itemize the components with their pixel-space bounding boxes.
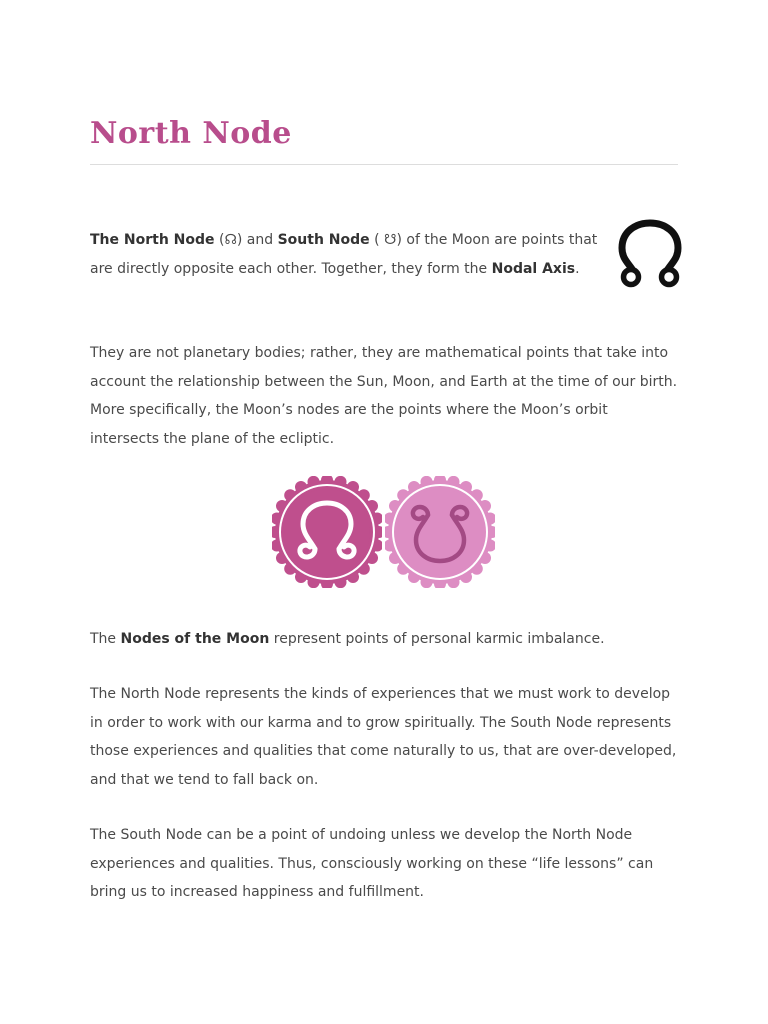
nodes-of-moon-term: Nodes of the Moon	[120, 631, 270, 647]
page-title: North Node	[90, 116, 292, 151]
title-divider	[90, 164, 678, 165]
intro-end: .	[575, 260, 580, 277]
south-node-term: South Node	[277, 232, 370, 248]
intro-rest: of the Moon are points that are directly opposite each other. Together, they form the	[90, 232, 598, 277]
paragraph-life-lessons: The South Node can be a point of undoing unless we develop the North Node experiences and qualities. Thus, consciously working on these “life lessons” can bring us to increased happiness and fulfillment.	[90, 827, 654, 900]
north-node-term: The North Node	[90, 232, 215, 248]
north-node-badge	[272, 476, 382, 588]
south-node-badge	[385, 476, 495, 588]
south-node-glyph-icon: ☋	[384, 232, 397, 248]
paragraph-nodes-of-moon	[90, 625, 678, 654]
intro-and: and	[246, 232, 274, 248]
paragraph-north-south-meaning: The North Node represents the kinds of experiences that we must work to develop in order to work with our karma and to grow spiritually. The South Node represents those experiences and qualities that come naturally to us, that are over-developed, and that we tend to fall back on.	[90, 686, 677, 788]
north-node-glyph-icon: ☊	[224, 232, 237, 248]
north-node-symbol-icon	[616, 218, 684, 290]
paragraph-explanation: They are not planetary bodies; rather, they are mathematical points that take into account the relationship between the Sun, Moon, and Earth at the time of our birth. More specifically, the Moon’s nodes are the points where the Moon’s orbit intersects the plane of the ecliptic.	[90, 345, 678, 447]
intro-paragraph: The North Node (☊) and South Node ( ☋) of the Moon are points that are directly opposite each other. Together, they form the Nodal Axis.	[90, 232, 598, 277]
p3-lead: The	[90, 631, 117, 647]
nodal-axis-term: Nodal Axis	[491, 260, 576, 277]
p3-rest: represent points of personal karmic imbalance.	[273, 631, 605, 647]
